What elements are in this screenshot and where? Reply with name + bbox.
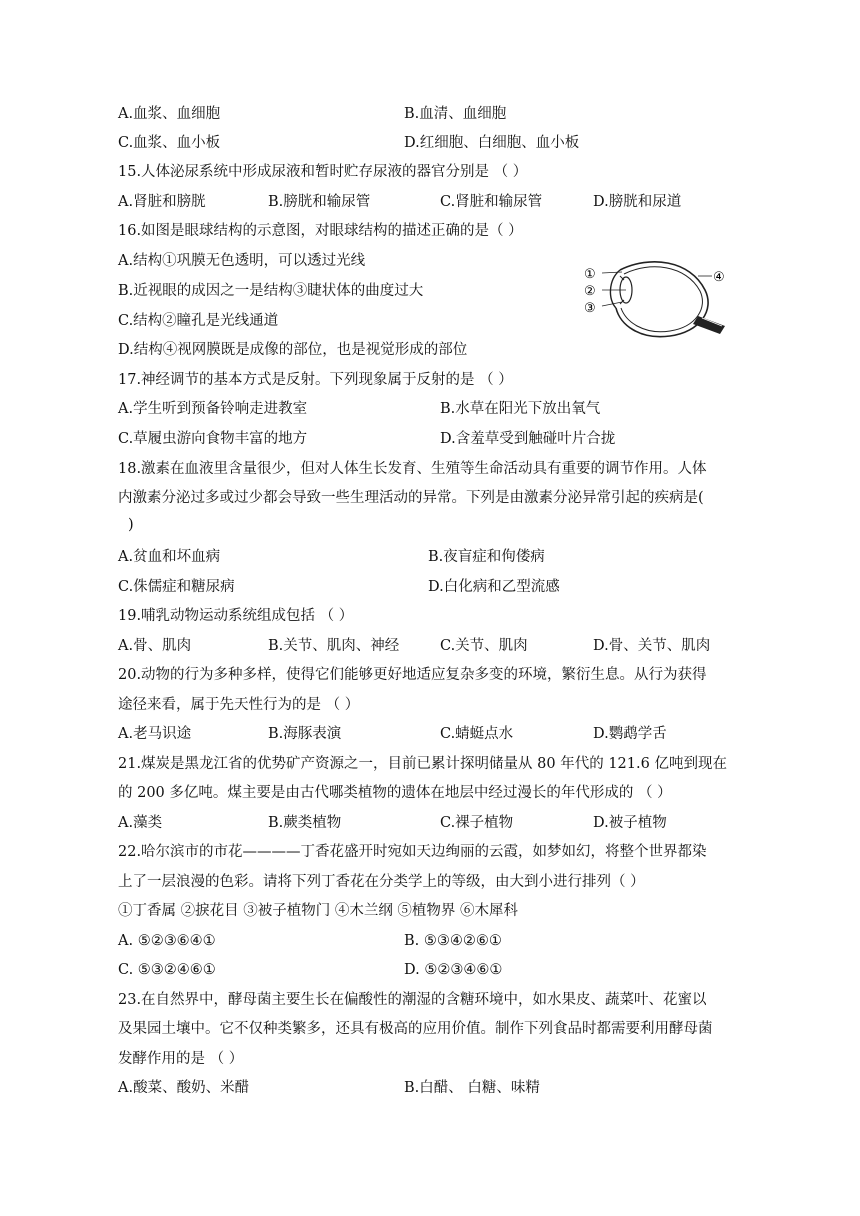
q14-option-c: C.血浆、血小板 bbox=[118, 135, 221, 151]
q17-option-d: D.含羞草受到触碰叶片合拢 bbox=[440, 431, 616, 447]
eye-label-4: ④ bbox=[713, 270, 725, 285]
q23-stem-line2: 及果园土壤中。它不仅种类繁多，还具有极高的应用价值。制作下列食品时都需要利用酵母菌 bbox=[118, 1021, 713, 1037]
eyeball-diagram bbox=[580, 250, 730, 340]
q22-option-a: A. ⑤②③⑥④① bbox=[118, 933, 216, 949]
q22-option-d: D. ⑤②③④⑥① bbox=[404, 962, 503, 978]
q17-option-a: A.学生听到预备铃响走进教室 bbox=[118, 401, 308, 417]
q20-option-a: A.老马识途 bbox=[118, 726, 192, 742]
eye-label-3: ③ bbox=[584, 301, 596, 316]
q18-stem-line1: 18.激素在血液里含量很少，但对人体生长发育、生殖等生命活动具有重要的调节作用。人体 bbox=[118, 461, 707, 477]
q14-option-b: B.血清、血细胞 bbox=[404, 106, 507, 122]
q19-stem: 19.哺乳动物运动系统组成包括 （ ） bbox=[118, 608, 354, 624]
q21-option-c: C.裸子植物 bbox=[440, 815, 514, 831]
q19-option-a: A.骨、肌肉 bbox=[118, 638, 192, 654]
q20-stem-line2: 途径来看，属于先天性行为的是 （ ） bbox=[118, 697, 360, 713]
q18-option-a: A.贫血和坏血病 bbox=[118, 549, 221, 565]
eye-label-1: ① bbox=[584, 267, 596, 282]
q23-option-b: B.白醋、 白糖、味精 bbox=[404, 1080, 540, 1096]
q20-option-c: C.蜻蜓点水 bbox=[440, 726, 514, 742]
q16-option-b: B.近视眼的成因之一是结构③睫状体的曲度过大 bbox=[118, 283, 424, 299]
q16-option-c: C.结构②瞳孔是光线通道 bbox=[118, 313, 279, 329]
q17-stem: 17.神经调节的基本方式是反射。下列现象属于反射的是 （ ） bbox=[118, 372, 513, 388]
q15-option-c: C.肾脏和输尿管 bbox=[440, 194, 543, 210]
q23-stem-line1: 23.在自然界中，酵母菌主要生长在偏酸性的潮湿的含糖环境中，如水果皮、蔬菜叶、花蜜以 bbox=[118, 992, 707, 1008]
q15-option-d: D.膀胱和尿道 bbox=[593, 194, 682, 210]
q18-option-b: B.夜盲症和佝偻病 bbox=[428, 549, 545, 565]
q22-option-b: B. ⑤③④②⑥① bbox=[404, 933, 502, 949]
q21-option-b: B.蕨类植物 bbox=[268, 815, 342, 831]
q14-option-d: D.红细胞、白细胞、血小板 bbox=[404, 135, 580, 151]
q23-option-a: A.酸菜、酸奶、米醋 bbox=[118, 1080, 250, 1096]
q20-option-d: D.鹦鹉学舌 bbox=[593, 726, 667, 742]
q18-stem-line2: 内激素分泌过多或过少都会导致一些生理活动的异常。下列是由激素分泌异常引起的疾病是( bbox=[118, 490, 704, 506]
q21-option-a: A.藻类 bbox=[118, 815, 163, 831]
q17-option-b: B.水草在阳光下放出氧气 bbox=[440, 401, 601, 417]
q19-option-c: C.关节、肌肉 bbox=[440, 638, 528, 654]
q22-option-c: C. ⑤③②④⑥① bbox=[118, 962, 216, 978]
q14-option-a: A.血浆、血细胞 bbox=[118, 106, 221, 122]
q17-option-c: C.草履虫游向食物丰富的地方 bbox=[118, 431, 308, 447]
q18-stem-line3: ) bbox=[128, 517, 134, 533]
q16-option-d: D.结构④视网膜既是成像的部位，也是视觉形成的部位 bbox=[118, 342, 468, 358]
q15-option-b: B.膀胱和输尿管 bbox=[268, 194, 371, 210]
q21-stem-line2: 的 200 多亿吨。煤主要是由古代哪类植物的遗体在地层中经过漫长的年代形成的 （ ） bbox=[118, 785, 672, 801]
q22-stem-line2: 上了一层浪漫的色彩。请将下列丁香花在分类学上的等级，由大到小进行排列（ ） bbox=[118, 874, 645, 890]
q20-option-b: B.海豚表演 bbox=[268, 726, 342, 742]
eye-label-2: ② bbox=[584, 284, 596, 299]
q21-stem-line1: 21.煤炭是黑龙江省的优势矿产资源之一，目前已累计探明储量从 80 年代的 121.6 亿吨到现在 bbox=[118, 756, 727, 772]
q15-option-a: A.肾脏和膀胱 bbox=[118, 194, 206, 210]
q20-stem-line1: 20.动物的行为多种多样，使得它们能够更好地适应复杂多变的环境，繁衍生息。从行为获得 bbox=[118, 667, 707, 683]
q22-stem-line1: 22.哈尔滨市的市花————丁香花盛开时宛如天边绚丽的云霞，如梦如幻，将整个世界都染 bbox=[118, 844, 707, 860]
q16-option-a: A.结构①巩膜无色透明，可以透过光线 bbox=[118, 253, 366, 269]
q21-option-d: D.被子植物 bbox=[593, 815, 667, 831]
q19-option-d: D.骨、关节、肌肉 bbox=[593, 638, 711, 654]
q16-stem: 16.如图是眼球结构的示意图，对眼球结构的描述正确的是（ ） bbox=[118, 223, 523, 239]
q18-option-c: C.侏儒症和糖尿病 bbox=[118, 579, 235, 595]
q19-option-b: B.关节、肌肉、神经 bbox=[268, 638, 400, 654]
q15-stem: 15.人体泌尿系统中形成尿液和暂时贮存尿液的器官分别是 （ ） bbox=[118, 164, 528, 180]
q23-stem-line3: 发酵作用的是 （ ） bbox=[118, 1051, 244, 1067]
q18-option-d: D.白化病和乙型流感 bbox=[428, 579, 560, 595]
q22-items: ①丁香属 ②捩花目 ③被子植物门 ④木兰纲 ⑤植物界 ⑥木犀科 bbox=[118, 903, 519, 919]
